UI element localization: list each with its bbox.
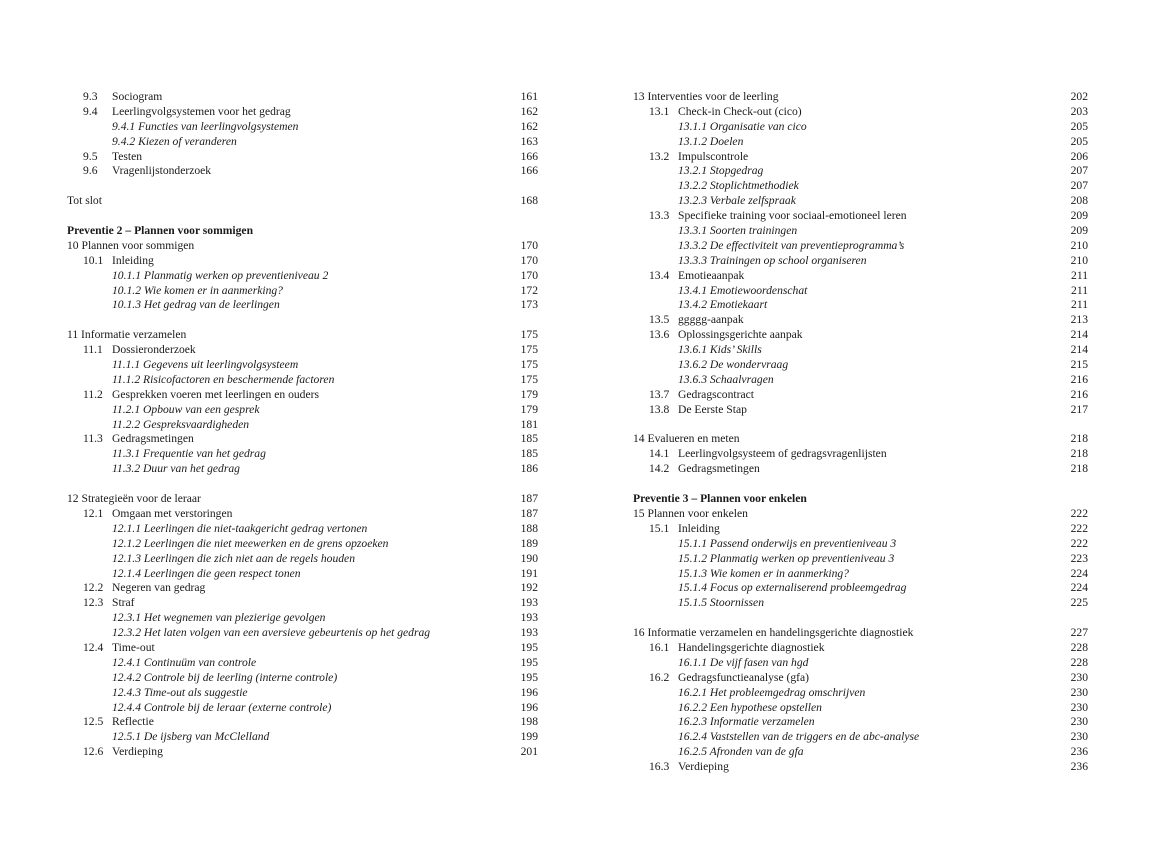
- toc-entry-sub[interactable]: [633, 298, 1088, 313]
- toc-entry-title: 15.1.2 Planmatig werken op preventieniveau 3: [678, 551, 895, 565]
- toc-entry-chap[interactable]: [67, 328, 538, 343]
- toc-page-number: 175: [520, 358, 538, 372]
- toc-spacer: [633, 477, 1088, 492]
- toc-entry-title: 10.1.1 Planmatig werken op preventieniveau 2: [112, 268, 329, 282]
- toc-entry-sub[interactable]: [67, 626, 538, 641]
- toc-page-number: 175: [520, 372, 538, 386]
- toc-entry-number: 9.6: [83, 164, 98, 178]
- toc-page-number: 230: [1070, 730, 1088, 744]
- toc-entry-title: 11.2.1 Opbouw van een gesprek: [112, 402, 260, 416]
- toc-entry-title: 13.6.2 De wondervraag: [678, 358, 789, 372]
- toc-entry-sub[interactable]: [67, 656, 538, 671]
- toc-entry-title: Dossieronderzoek: [112, 343, 196, 357]
- toc-entry-title: Reflectie: [112, 715, 154, 729]
- toc-entry-sub[interactable]: [633, 239, 1088, 254]
- toc-page-number: 222: [1070, 506, 1088, 520]
- toc-entry-title: Negeren van gedrag: [112, 581, 206, 595]
- toc-page-number: 188: [520, 521, 538, 535]
- toc-page-number: 162: [520, 104, 538, 118]
- toc-entry-title: Gedragscontract: [678, 387, 754, 401]
- toc-page-number: 195: [520, 670, 538, 684]
- toc-entry-sec[interactable]: [67, 343, 538, 358]
- toc-entry-sec[interactable]: [67, 90, 538, 105]
- toc-entry-title: Handelingsgerichte diagnostiek: [678, 640, 825, 654]
- toc-page-number: 210: [1070, 253, 1088, 267]
- toc-page-number: 193: [520, 596, 538, 610]
- toc-page-number: 236: [1070, 745, 1088, 759]
- toc-page-number: 223: [1070, 551, 1088, 565]
- toc-entry-title: 13.4.2 Emotiekaart: [678, 298, 768, 312]
- toc-entry-sub[interactable]: [67, 447, 538, 462]
- toc-entry-sub[interactable]: [633, 224, 1088, 239]
- toc-page-number: 192: [520, 581, 538, 595]
- toc-entry-sub[interactable]: [633, 745, 1088, 760]
- toc-page-number: 216: [1070, 372, 1088, 386]
- toc-page-number: 166: [520, 164, 538, 178]
- toc-entry-number: 13.1: [649, 104, 670, 118]
- toc-page-number: 224: [1070, 581, 1088, 595]
- toc-entry-top[interactable]: [67, 194, 538, 209]
- toc-entry-sub[interactable]: [633, 567, 1088, 582]
- toc-page-number: 227: [1070, 626, 1088, 640]
- toc-page-number: 198: [520, 715, 538, 729]
- toc-entry-title: 12.4.3 Time-out als suggestie: [112, 685, 248, 699]
- toc-entry-title: Impulscontrole: [678, 149, 749, 163]
- toc-entry-sub[interactable]: [633, 701, 1088, 716]
- toc-page-number: 196: [520, 685, 538, 699]
- toc-page-number: 207: [1070, 179, 1088, 193]
- toc-entry-title: Leerlingvolgsystemen voor het gedrag: [112, 104, 291, 118]
- toc-page-number: 166: [520, 149, 538, 163]
- toc-page-number: 162: [520, 119, 538, 133]
- toc-entry-sub[interactable]: [633, 358, 1088, 373]
- toc-entry-sub[interactable]: [633, 179, 1088, 194]
- toc-entry-title: 15 Plannen voor enkelen: [633, 506, 748, 520]
- toc-entry-sub[interactable]: [67, 462, 538, 477]
- toc-page-number: 222: [1070, 521, 1088, 535]
- toc-entry-sec[interactable]: [67, 254, 538, 269]
- toc-spacer: [67, 209, 538, 224]
- toc-page-number: 170: [520, 253, 538, 267]
- toc-entry-title: 12 Strategieën voor de leraar: [67, 492, 201, 506]
- toc-entry-sec[interactable]: [67, 596, 538, 611]
- toc-entry-title: 13.3.1 Soorten trainingen: [678, 224, 798, 238]
- toc-entry-sec[interactable]: [67, 507, 538, 522]
- toc-entry-title: Verdieping: [112, 745, 163, 759]
- toc-entry-sub[interactable]: [67, 418, 538, 433]
- toc-entry-title: 16.2.2 Een hypothese opstellen: [678, 700, 822, 714]
- toc-page-number: 199: [520, 730, 538, 744]
- toc-page-number: 173: [520, 298, 538, 312]
- toc-entry-title: 13.6.1 Kids’ Skills: [678, 343, 762, 357]
- toc-page-number: 211: [1071, 268, 1088, 282]
- toc-entry-title: Oplossingsgerichte aanpak: [678, 328, 803, 342]
- toc-entry-title: 13.3.2 De effectiviteit van preventieprogramma’s: [678, 238, 905, 252]
- toc-entry-title: ggggg-aanpak: [678, 313, 744, 327]
- toc-page-number: 230: [1070, 670, 1088, 684]
- toc-entry-sec[interactable]: [633, 522, 1088, 537]
- toc-entry-title: 13.4.1 Emotiewoordenschat: [678, 283, 808, 297]
- toc-page-number: 202: [1070, 90, 1088, 103]
- toc-page-number: 211: [1071, 283, 1088, 297]
- toc-entry-sub[interactable]: [67, 701, 538, 716]
- toc-entry-title: 16.2.3 Informatie verzamelen: [678, 715, 815, 729]
- toc-entry-number: 13.6: [649, 328, 670, 342]
- toc-entry-number: 16.2: [649, 670, 670, 684]
- toc-entry-number: 13.5: [649, 313, 670, 327]
- toc-page-number: 206: [1070, 149, 1088, 163]
- toc-entry-sub[interactable]: [67, 358, 538, 373]
- toc-page-number: 201: [520, 745, 538, 759]
- toc-entry-number: 14.2: [649, 462, 670, 476]
- toc-page-number: 222: [1070, 536, 1088, 550]
- toc-entry-title: Gedragsmetingen: [678, 462, 760, 476]
- toc-entry-sub[interactable]: [67, 567, 538, 582]
- toc-entry-title: 16.2.1 Het probleemgedrag omschrijven: [678, 685, 866, 699]
- toc-entry-sub[interactable]: [633, 715, 1088, 730]
- toc-entry-sec[interactable]: [67, 641, 538, 656]
- toc-entry-part[interactable]: [67, 224, 538, 239]
- toc-entry-title: Leerlingvolgsysteem of gedragsvragenlijsten: [678, 447, 887, 461]
- toc-entry-title: 13 Interventies voor de leerling: [633, 90, 779, 103]
- toc-entry-sub[interactable]: [633, 135, 1088, 150]
- toc-entry-sec[interactable]: [67, 150, 538, 165]
- toc-page-number: 228: [1070, 640, 1088, 654]
- toc-entry-number: 16.3: [649, 760, 670, 774]
- toc-entry-sec[interactable]: [633, 462, 1088, 477]
- toc-entry-sub[interactable]: [633, 194, 1088, 209]
- toc-entry-title: Preventie 2 – Plannen voor sommigen: [67, 224, 254, 238]
- toc-entry-sec[interactable]: [633, 269, 1088, 284]
- toc-entry-number: 9.5: [83, 149, 98, 163]
- toc-page-number: 208: [1070, 194, 1088, 208]
- toc-entry-number: 11.3: [83, 432, 103, 446]
- toc-entry-title: 12.1.4 Leerlingen die geen respect tonen: [112, 566, 301, 580]
- toc-entry-sub[interactable]: [67, 298, 538, 313]
- toc-entry-title: 13.3.3 Trainingen op school organiseren: [678, 253, 867, 267]
- toc-page-number: 209: [1070, 224, 1088, 238]
- toc-entry-title: Specifieke training voor sociaal-emotioneel leren: [678, 209, 907, 223]
- toc-entry-title: 10.1.3 Het gedrag van de leerlingen: [112, 298, 280, 312]
- toc-page-number: 218: [1070, 432, 1088, 446]
- toc-entry-title: 9.4.1 Functies van leerlingvolgsystemen: [112, 119, 299, 133]
- toc-entry-part[interactable]: [633, 492, 1088, 507]
- toc-entry-number: 13.2: [649, 149, 670, 163]
- toc-entry-sec[interactable]: [633, 328, 1088, 343]
- toc-page-number: 168: [520, 194, 538, 208]
- toc-entry-title: 11.1.1 Gegevens uit leerlingvolgsysteem: [112, 358, 299, 372]
- toc-entry-sub[interactable]: [633, 537, 1088, 552]
- toc-entry-sec[interactable]: [633, 209, 1088, 224]
- toc-page-number: 230: [1070, 700, 1088, 714]
- toc-entry-sec[interactable]: [67, 581, 538, 596]
- toc-entry-sec[interactable]: [633, 388, 1088, 403]
- toc-entry-sub[interactable]: [633, 284, 1088, 299]
- toc-page-number: 193: [520, 626, 538, 640]
- toc-entry-title: 11.1.2 Risicofactoren en beschermende factoren: [112, 372, 335, 386]
- toc-entry-sub[interactable]: [633, 164, 1088, 179]
- toc-page-number: 187: [520, 492, 538, 506]
- toc-entry-title: 16.1.1 De vijf fasen van hgd: [678, 655, 809, 669]
- toc-entry-sub[interactable]: [67, 552, 538, 567]
- toc-entry-title: Testen: [112, 149, 143, 163]
- toc-spacer: [67, 477, 538, 492]
- toc-entry-sub[interactable]: [633, 581, 1088, 596]
- toc-entry-title: 13.2.3 Verbale zelfspraak: [678, 194, 796, 208]
- toc-entry-number: 12.2: [83, 581, 104, 595]
- toc-page-number: 207: [1070, 164, 1088, 178]
- toc-entry-chap[interactable]: [633, 507, 1088, 522]
- toc-page-number: 186: [520, 462, 538, 476]
- toc-entry-sec[interactable]: [633, 313, 1088, 328]
- toc-entry-chap[interactable]: [67, 239, 538, 254]
- toc-page-number: 179: [520, 387, 538, 401]
- toc-page-number: 210: [1070, 238, 1088, 252]
- toc-page-number: 161: [520, 90, 538, 103]
- toc-entry-sec[interactable]: [67, 745, 538, 760]
- toc-page-number: 191: [520, 566, 538, 580]
- toc-entry-title: 10 Plannen voor sommigen: [67, 238, 195, 252]
- toc-page-number: 187: [520, 506, 538, 520]
- toc-page-number: 217: [1070, 402, 1088, 416]
- toc-entry-number: 13.3: [649, 209, 670, 223]
- toc-entry-title: Sociogram: [112, 90, 163, 103]
- toc-spacer: [633, 418, 1088, 433]
- toc-entry-title: 15.1.4 Focus op externaliserend probleemgedrag: [678, 581, 907, 595]
- toc-entry-number: 13.7: [649, 387, 670, 401]
- toc-entry-title: Check-in Check-out (cico): [678, 104, 802, 118]
- toc-entry-title: 12.3.1 Het wegnemen van plezierige gevolgen: [112, 611, 326, 625]
- toc-entry-chap[interactable]: [67, 492, 538, 507]
- toc-entry-title: 16.2.4 Vaststellen van de triggers en de abc-analyse: [678, 730, 920, 744]
- toc-entry-title: 12.1.3 Leerlingen die zich niet aan de regels houden: [112, 551, 355, 565]
- toc-entry-sub[interactable]: [633, 373, 1088, 388]
- toc-entry-chap[interactable]: [633, 432, 1088, 447]
- toc-entry-title: 10.1.2 Wie komen er in aanmerking?: [112, 283, 283, 297]
- toc-entry-sec[interactable]: [633, 760, 1088, 775]
- toc-entry-title: 15.1.1 Passend onderwijs en preventieniveau 3: [678, 536, 897, 550]
- toc-entry-sec[interactable]: [67, 105, 538, 120]
- toc-page-number: 181: [520, 417, 538, 431]
- toc-entry-title: Gedragsfunctieanalyse (gfa): [678, 670, 810, 684]
- toc-entry-number: 12.5: [83, 715, 104, 729]
- toc-entry-title: 13.6.3 Schaalvragen: [678, 372, 774, 386]
- toc-entry-title: 12.4.2 Controle bij de leerling (interne controle): [112, 670, 338, 684]
- toc-page-number: 214: [1070, 328, 1088, 342]
- toc-entry-title: 13.2.1 Stopgedrag: [678, 164, 764, 178]
- toc-page-number: 209: [1070, 209, 1088, 223]
- toc-page-number: 170: [520, 268, 538, 282]
- toc-entry-title: 12.4.1 Continuüm van controle: [112, 655, 257, 669]
- toc-page-number: 175: [520, 328, 538, 342]
- toc-entry-number: 12.3: [83, 596, 104, 610]
- toc-page-number: 203: [1070, 104, 1088, 118]
- toc-page-number: 230: [1070, 715, 1088, 729]
- toc-entry-sub[interactable]: [67, 120, 538, 135]
- toc-entry-title: De Eerste Stap: [678, 402, 747, 416]
- toc-entry-sec[interactable]: [67, 432, 538, 447]
- toc-page-number: 195: [520, 655, 538, 669]
- toc-entry-number: 9.4: [83, 104, 98, 118]
- toc-entry-sub[interactable]: [67, 269, 538, 284]
- toc-page-number: 170: [520, 238, 538, 252]
- toc-entry-number: 9.3: [83, 90, 98, 103]
- toc-page-number: 213: [1070, 313, 1088, 327]
- toc-entry-sub[interactable]: [633, 120, 1088, 135]
- toc-entry-title: 11.2.2 Gespreksvaardigheden: [112, 417, 250, 431]
- toc-entry-title: 14 Evalueren en meten: [633, 432, 740, 446]
- toc-page-number: 230: [1070, 685, 1088, 699]
- toc-entry-title: 16.2.5 Afronden van de gfa: [678, 745, 804, 759]
- toc-page-number: 236: [1070, 760, 1088, 774]
- toc-entry-title: Vragenlijstonderzoek: [112, 164, 212, 178]
- toc-entry-title: Straf: [112, 596, 135, 610]
- toc-entry-title: 11 Informatie verzamelen: [67, 328, 187, 342]
- toc-entry-title: Gesprekken voeren met leerlingen en ouders: [112, 387, 319, 401]
- toc-page-number: 228: [1070, 655, 1088, 669]
- toc-entry-title: 11.3.1 Frequentie van het gedrag: [112, 447, 266, 461]
- toc-entry-sec[interactable]: [633, 447, 1088, 462]
- toc-entry-title: 12.1.2 Leerlingen die niet meewerken en de grens opzoeken: [112, 536, 389, 550]
- toc-entry-title: Gedragsmetingen: [112, 432, 194, 446]
- toc-entry-number: 10.1: [83, 253, 104, 267]
- toc-entry-sec[interactable]: [633, 641, 1088, 656]
- toc-entry-sub[interactable]: [67, 522, 538, 537]
- toc-entry-title: Inleiding: [678, 521, 720, 535]
- toc-page-number: 179: [520, 402, 538, 416]
- toc-entry-number: 11.1: [83, 343, 103, 357]
- toc-page-number: 218: [1070, 462, 1088, 476]
- toc-entry-sub[interactable]: [67, 611, 538, 626]
- toc-entry-number: 14.1: [649, 447, 670, 461]
- toc-entry-sub[interactable]: [67, 373, 538, 388]
- toc-spacer: [67, 313, 538, 328]
- toc-entry-title: 12.1.1 Leerlingen die niet-taakgericht gedrag vertonen: [112, 521, 368, 535]
- toc-entry-number: 13.8: [649, 402, 670, 416]
- toc-spacer: [633, 611, 1088, 626]
- toc-entry-number: 11.2: [83, 387, 103, 401]
- toc-entry-sub[interactable]: [633, 730, 1088, 745]
- toc-entry-sec[interactable]: [67, 388, 538, 403]
- toc-entry-sub[interactable]: [633, 254, 1088, 269]
- toc-entry-sec[interactable]: [633, 671, 1088, 686]
- toc-entry-sub[interactable]: [633, 686, 1088, 701]
- toc-entry-number: 13.4: [649, 268, 670, 282]
- toc-page-number: 163: [520, 134, 538, 148]
- toc-page-number: 193: [520, 611, 538, 625]
- toc-page-number: 190: [520, 551, 538, 565]
- toc-page-number: 205: [1070, 134, 1088, 148]
- toc-entry-title: 13.1.2 Doelen: [678, 134, 744, 148]
- toc-entry-title: 16 Informatie verzamelen en handelingsgerichte diagnostiek: [633, 626, 914, 640]
- toc-entry-sub[interactable]: [633, 656, 1088, 671]
- toc-entry-sub[interactable]: [67, 537, 538, 552]
- toc-page-number: 225: [1070, 596, 1088, 610]
- toc-page-number: 218: [1070, 447, 1088, 461]
- toc-entry-sub[interactable]: [67, 686, 538, 701]
- toc-entry-number: 12.1: [83, 506, 104, 520]
- toc-entry-title: Preventie 3 – Plannen voor enkelen: [633, 492, 807, 506]
- toc-entry-title: 12.3.2 Het laten volgen van een aversieve gebeurtenis op het gedrag: [112, 626, 431, 640]
- toc-page-number: 216: [1070, 387, 1088, 401]
- toc-page-number: 214: [1070, 343, 1088, 357]
- toc-entry-title: 13.1.1 Organisatie van cico: [678, 119, 807, 133]
- toc-entry-title: 9.4.2 Kiezen of veranderen: [112, 134, 237, 148]
- toc-entry-sec[interactable]: [67, 164, 538, 179]
- toc-entry-sub[interactable]: [67, 284, 538, 299]
- toc-entry-chap[interactable]: [633, 90, 1088, 105]
- toc-page-number: 224: [1070, 566, 1088, 580]
- toc-entry-title: Emotieaanpak: [678, 268, 745, 282]
- toc-entry-title: Inleiding: [112, 253, 154, 267]
- toc-entry-title: 11.3.2 Duur van het gedrag: [112, 462, 240, 476]
- toc-entry-chap[interactable]: [633, 626, 1088, 641]
- toc-entry-sec[interactable]: [633, 150, 1088, 165]
- toc-entry-title: Time-out: [112, 640, 155, 654]
- toc-entry-sec[interactable]: [67, 715, 538, 730]
- toc-page-number: 189: [520, 536, 538, 550]
- toc-spacer: [67, 179, 538, 194]
- toc-entry-sub[interactable]: [67, 671, 538, 686]
- toc-entry-title: Tot slot: [67, 194, 102, 208]
- toc-page-number: 185: [520, 432, 538, 446]
- toc-page-number: 211: [1071, 298, 1088, 312]
- toc-entry-title: 12.4.4 Controle bij de leraar (externe controle): [112, 700, 332, 714]
- toc-entry-title: 12.5.1 De ijsberg van McClelland: [112, 730, 270, 744]
- toc-page-number: 205: [1070, 119, 1088, 133]
- toc-page-number: 175: [520, 343, 538, 357]
- toc-entry-title: Omgaan met verstoringen: [112, 506, 233, 520]
- toc-right-column: [633, 90, 1088, 775]
- toc-entry-sec[interactable]: [633, 403, 1088, 418]
- toc-entry-title: 15.1.5 Stoornissen: [678, 596, 764, 610]
- toc-entry-number: 12.4: [83, 640, 104, 654]
- toc-page-number: 195: [520, 640, 538, 654]
- toc-entry-sub[interactable]: [633, 596, 1088, 611]
- toc-entry-number: 16.1: [649, 640, 670, 654]
- toc-page-number: 196: [520, 700, 538, 714]
- toc-page-number: 215: [1070, 358, 1088, 372]
- toc-left-column: [67, 90, 538, 760]
- toc-entry-title: 13.2.2 Stoplichtmethodiek: [678, 179, 799, 193]
- toc-entry-number: 15.1: [649, 521, 670, 535]
- toc-entry-number: 12.6: [83, 745, 104, 759]
- toc-page-number: 185: [520, 447, 538, 461]
- toc-entry-sec[interactable]: [633, 105, 1088, 120]
- toc-entry-sub[interactable]: [633, 552, 1088, 567]
- toc-entry-sub[interactable]: [67, 135, 538, 150]
- toc-entry-sub[interactable]: [67, 403, 538, 418]
- toc-page-number: 172: [520, 283, 538, 297]
- toc-entry-sub[interactable]: [633, 343, 1088, 358]
- toc-entry-title: Verdieping: [678, 760, 729, 774]
- toc-entry-sub[interactable]: [67, 730, 538, 745]
- toc-entry-title: 15.1.3 Wie komen er in aanmerking?: [678, 566, 849, 580]
